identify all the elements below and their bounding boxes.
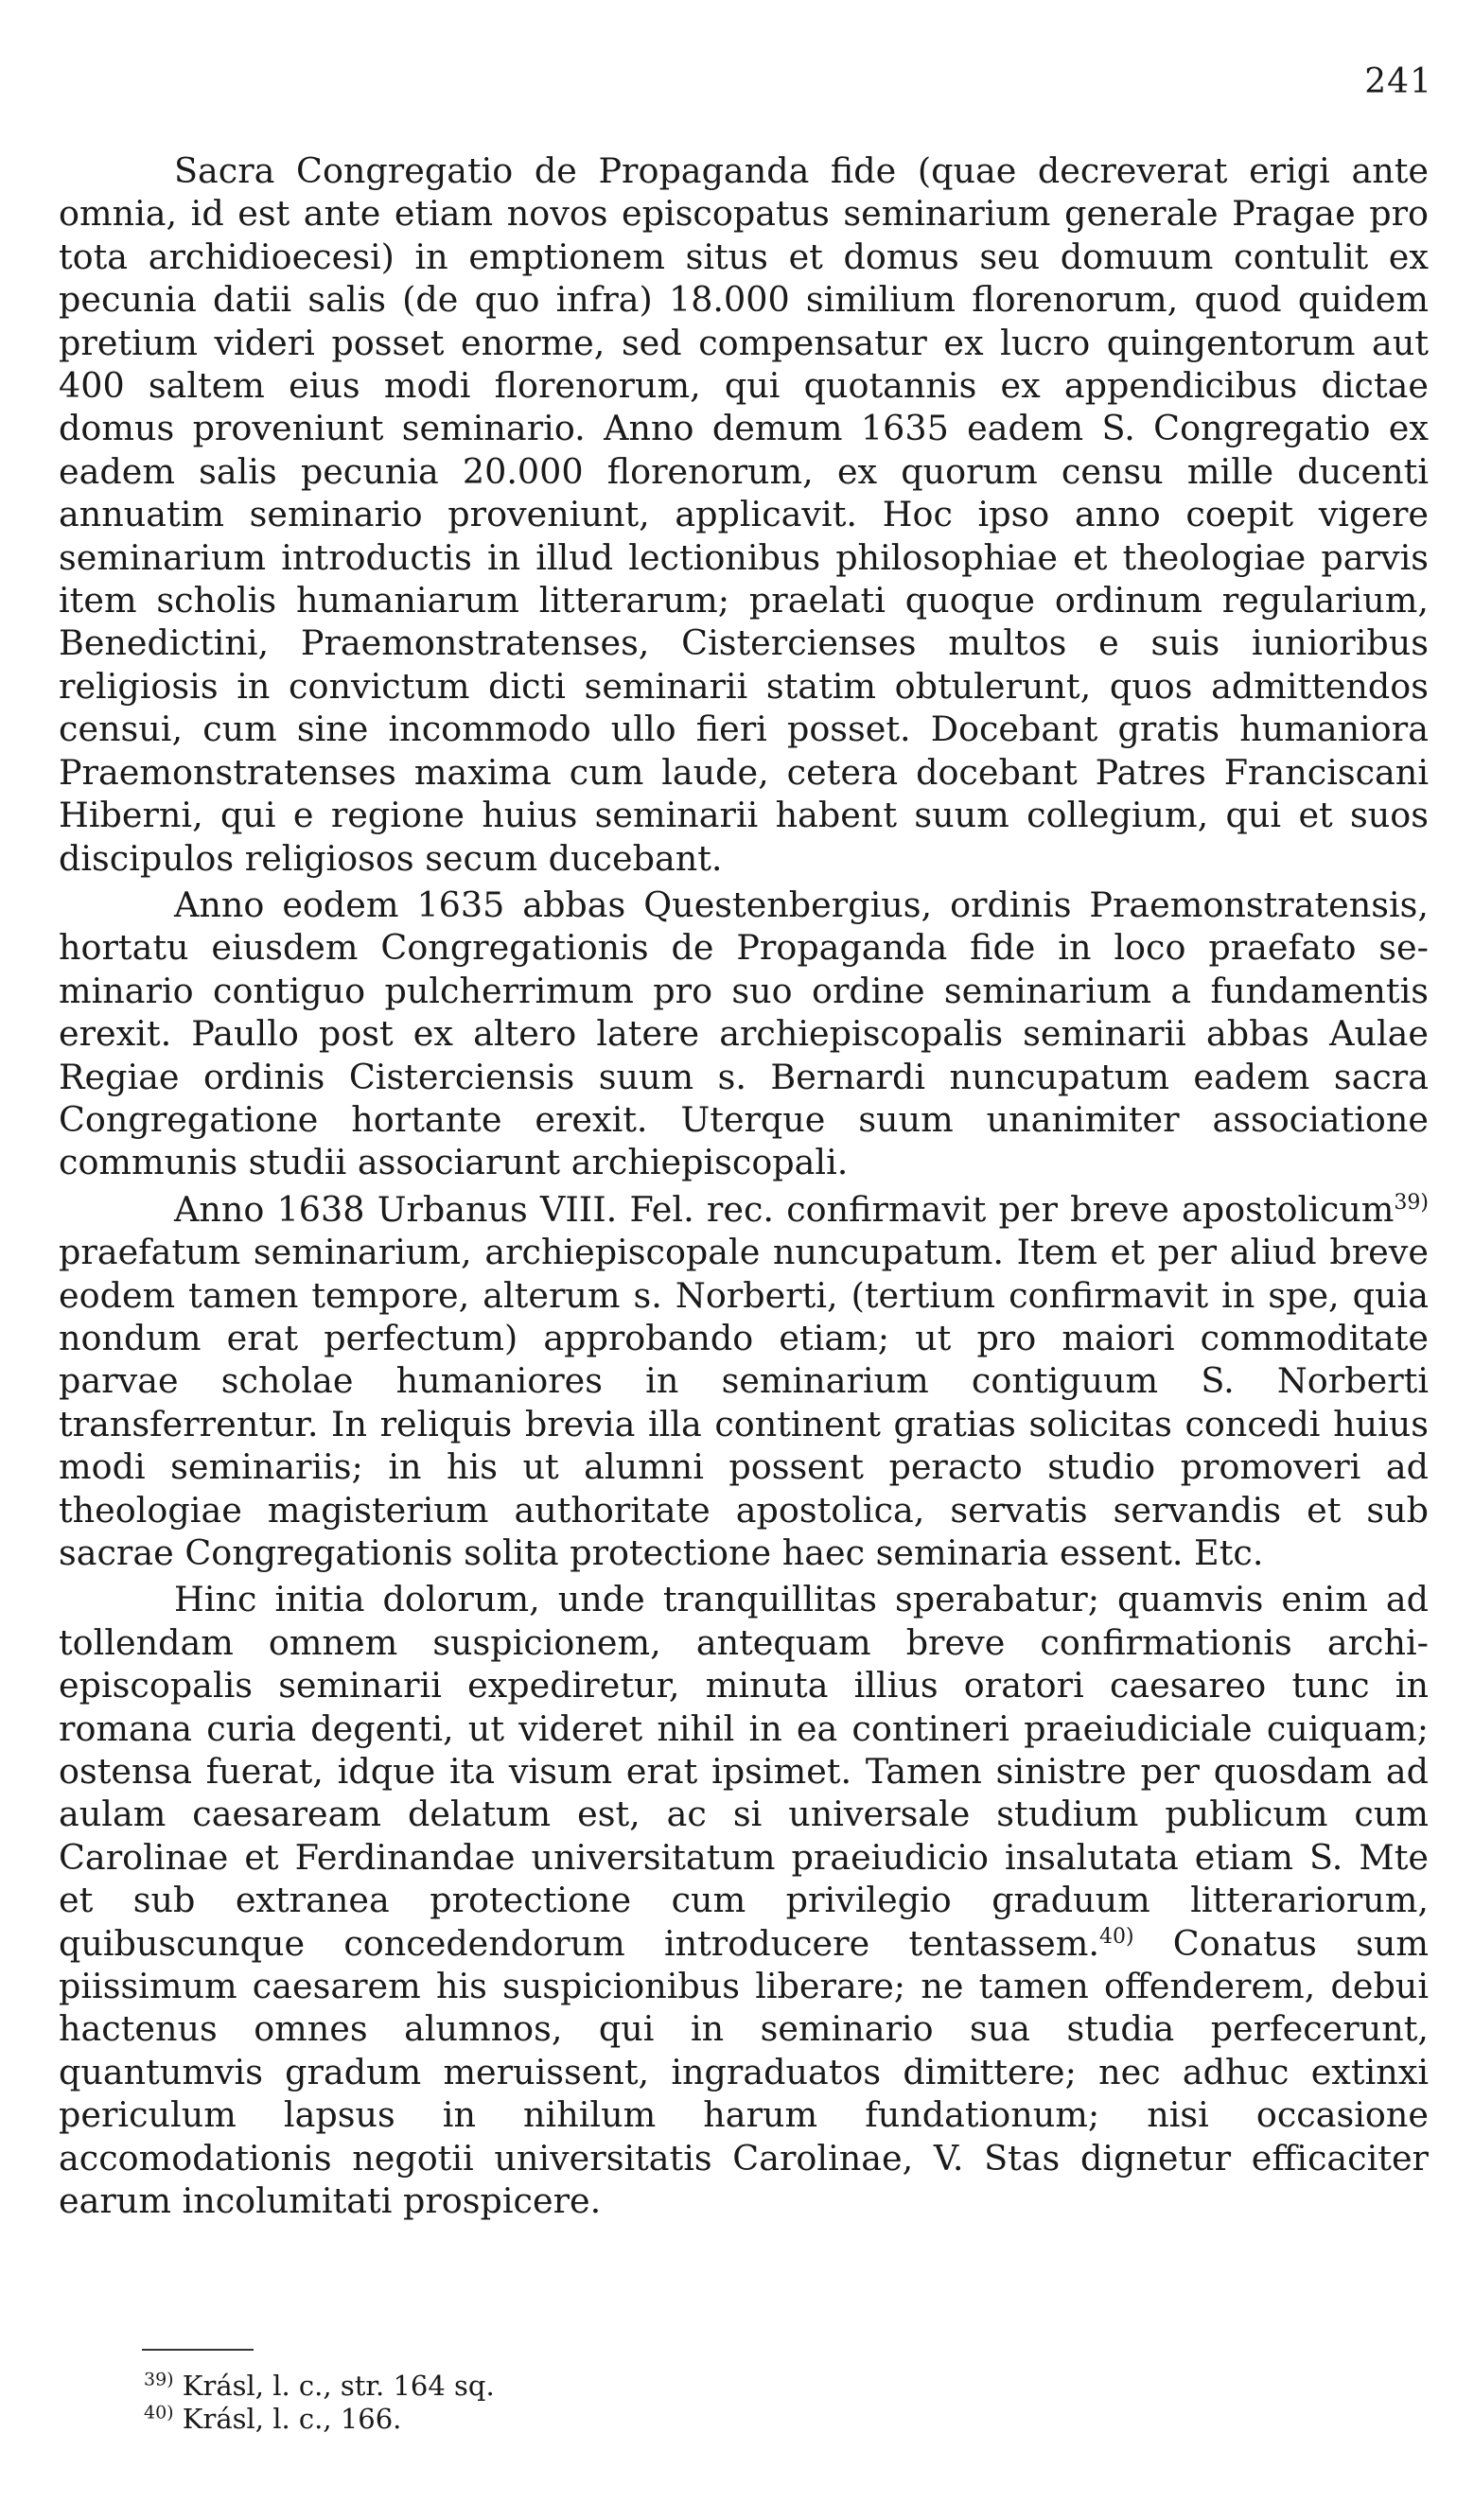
footnote-mark: 40) <box>144 2402 174 2424</box>
footnote-mark: 39) <box>144 2369 174 2390</box>
paragraph-seminary-founding: Sacra Congregatio de Propaganda fide (quae decreverat erigi ante omnia, id est ante etiam novos episcopatus seminarium generale Pragae pro tota archidioecesi) in emptionem situs et domus seu domuum contulit ex pecunia datii salis (de quo infra) 18.000 similium florenorum, quod quidem pretium videri posset enorme, sed compensatur ex lucro quingentorum aut 400 saltem eius modi florenorum, qui quotannis ex appendicibus dictae domus proveniunt seminario. Anno demum 1635 eadem S. Congregatio ex eadem salis pecunia 20.000 florenorum, ex quorum censu mille ducenti annuatim seminario proveniunt, applicavit. Hoc ipso anno coepit vigere seminarium introductis in illud lectionibus philosophiae et theologiae parvis item scholis humaniarum litterarum; praelati quoque ordinum regularium, Benedictini, Praemonstratenses, Cistercienses multos e suis iunioribus religiosis in convictum dicti seminarii statim obtulerunt, quos admittendos censui, cum sine incommodo ullo fieri posset. Docebant gratis humaniora Praemonstratenses maxima cum laude, cetera docebant Patres Franciscani Hiberni, qui e regione huius seminarii habent suum collegium, qui et suos discipulos religiosos secum ducebant. <box>59 150 1429 879</box>
footnote-reference: 39) <box>1394 1190 1429 1215</box>
footnotes <box>144 2370 1090 2436</box>
page-number: 241 <box>1364 62 1432 101</box>
footnote-text: Krásl, l. c., str. 164 sq. <box>173 2370 495 2402</box>
footnote-separator <box>142 2349 254 2351</box>
paragraph-papal-brief <box>59 1188 1429 1575</box>
paragraph-troubles <box>59 1578 1429 2222</box>
paragraph-norbertine-seminary: Anno eodem 1635 abbas Questenbergius, ordinis Praemonstratensis, hortatu eiusdem Congregationis de Propaganda fide in loco praefato seminario contiguo pulcherrimum pro suo ordine seminarium a fundamentis erexit. Paullo post ex altero latere archiepiscopalis seminarii abbas Aulae Regiae ordinis Cisterciensis suum s. Bernardi nuncupatum eadem sacra Congregatione hortante erexit. Uterque suum unanimiter associatione communis studii associarunt archiepiscopali. <box>59 884 1429 1183</box>
footnote-text: Krásl, l. c., 166. <box>173 2403 402 2435</box>
paragraph-text: Anno 1638 Urbanus VIII. Fel. rec. confirmavit per breve apostolicum <box>174 1188 1395 1230</box>
footnote-reference: 40) <box>1098 1924 1134 1949</box>
body-text <box>59 149 1429 2223</box>
paragraph-text: Hinc initia dolorum, unde tranquillitas sperabatur; quamvis enim ad tollendam omnem suspicionem, antequam breve confirmationis archiepiscopalis seminarii expediretur, minuta illius oratori caesareo tunc in romana curia degenti, ut videret nihil in ea contineri praeiudiciale cuiquam; ostensa fuerat, idque ita visum erat ipsimet. Tamen sinistre per quosdam ad aulam caesaream delatum est, ac si universale studium publicum cum Carolinae et Ferdinandae universitatum praeiudicio insalutata etiam S. Mte et sub extranea protectione cum privilegio graduum litterariorum, quibuscunque concedendorum introducere tentassem. <box>59 1579 1429 1964</box>
paragraph-text: Conatus sum piissimum caesarem his suspicionibus liberare; ne tamen offenderem, debui hactenus omnes alumnos, qui in seminario sua studia perfecerunt, quantumvis gradum meruissent, ingraduatos dimittere; nec adhuc extinxi periculum lapsus in nihilum harum fundationum; nisi occasione accomodationis negotii universitatis Carolinae, V. Stas dignetur efficaciter earum incolumitati prospicere. <box>59 1922 1429 2222</box>
paragraph-text: praefatum seminarium, archiepiscopale nuncupatum. Item et per aliud breve eodem tamen tempore, alterum s. Norberti, (tertium confirmavit in spe, quia nondum erat perfectum) approbando etiam; ut pro maiori commoditate parvae scholae humaniores in seminarium contiguum S. Norberti transferrentur. In reliquis brevia illa continent gratias solicitas concedi huius modi seminariis; in his ut alumni possent peracto studio promoveri ad theologiae magisterium authoritate apostolica, servatis servandis et sub sacrae Congregationis solita protectione haec seminaria essent. Etc. <box>59 1232 1429 1573</box>
footnote-40 <box>144 2403 1090 2436</box>
footnote-39 <box>144 2370 1090 2403</box>
